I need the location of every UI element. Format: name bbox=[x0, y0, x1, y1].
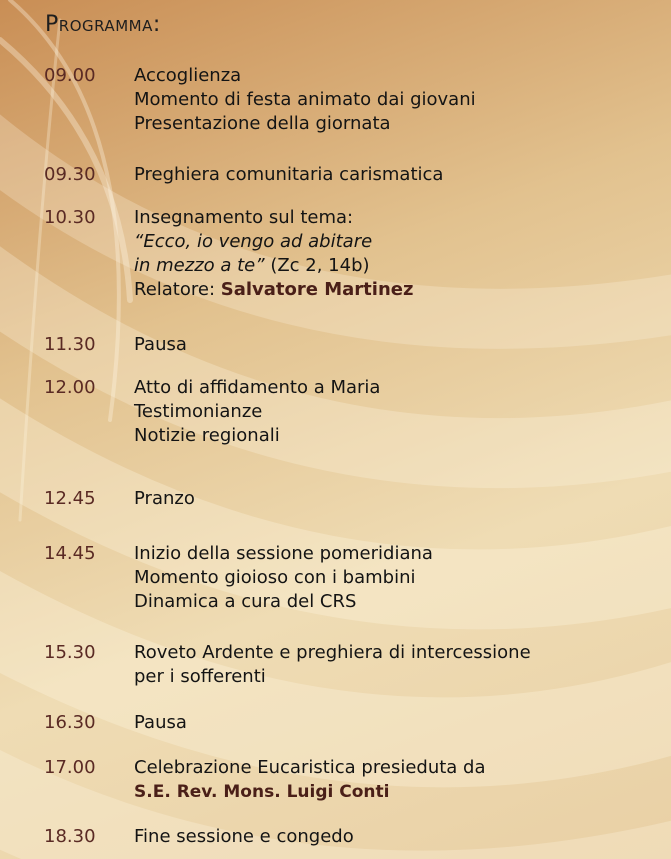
time-0900: 09.00 bbox=[44, 65, 96, 86]
time-1130: 11.30 bbox=[44, 334, 96, 355]
schedule-entry bbox=[134, 711, 654, 735]
time-1530: 15.30 bbox=[44, 642, 96, 663]
schedule-entry bbox=[134, 163, 654, 187]
entry-line bbox=[134, 278, 654, 302]
speaker-name: Salvatore Martinez bbox=[220, 279, 414, 300]
entry-line: Presentazione della giornata bbox=[134, 113, 391, 134]
entry-line: Atto di affidamento a Maria bbox=[134, 377, 381, 398]
entry-line bbox=[134, 254, 654, 278]
entry-line: Pranzo bbox=[134, 488, 195, 509]
celebrant-name: S.E. Rev. Mons. Luigi Conti bbox=[134, 782, 390, 802]
time-1200: 12.00 bbox=[44, 377, 96, 398]
time-1445: 14.45 bbox=[44, 543, 96, 564]
schedule-entry bbox=[134, 542, 654, 614]
program-heading: Programma: bbox=[45, 12, 161, 37]
speaker-label: Relatore: bbox=[134, 279, 221, 300]
schedule-entry bbox=[134, 333, 654, 357]
entry-line: Momento di festa animato dai giovani bbox=[134, 89, 476, 110]
schedule-entry bbox=[134, 64, 654, 136]
schedule-entry bbox=[134, 376, 654, 448]
entry-line: Testimonianze bbox=[134, 401, 263, 422]
schedule-entry bbox=[134, 487, 654, 511]
entry-line: Fine sessione e congedo bbox=[134, 826, 354, 847]
time-1030: 10.30 bbox=[44, 207, 96, 228]
entry-line: Inizio della sessione pomeridiana bbox=[134, 543, 433, 564]
schedule-entry bbox=[134, 641, 654, 689]
entry-line: Dinamica a cura del CRS bbox=[134, 591, 357, 612]
schedule-entry bbox=[134, 756, 654, 804]
bible-reference: (Zc 2, 14b) bbox=[264, 255, 370, 276]
entry-line: Celebrazione Eucaristica presieduta da bbox=[134, 757, 486, 778]
theme-quote: “Ecco, io vengo ad abitare bbox=[134, 231, 373, 252]
entry-line: Notizie regionali bbox=[134, 425, 280, 446]
theme-quote: in mezzo a te” bbox=[134, 255, 265, 276]
entry-line: Preghiera comunitaria carismatica bbox=[134, 164, 444, 185]
time-0930: 09.30 bbox=[44, 164, 96, 185]
time-1630: 16.30 bbox=[44, 712, 96, 733]
entry-line: Pausa bbox=[134, 712, 187, 733]
entry-line: Accoglienza bbox=[134, 65, 242, 86]
entry-line: Momento gioioso con i bambini bbox=[134, 567, 416, 588]
entry-line: Pausa bbox=[134, 334, 187, 355]
time-1830: 18.30 bbox=[44, 826, 96, 847]
schedule-entry bbox=[134, 206, 654, 302]
entry-line: Roveto Ardente e preghiera di intercessione bbox=[134, 642, 531, 663]
schedule-entry bbox=[134, 825, 654, 849]
entry-line: per i sofferenti bbox=[134, 666, 266, 687]
time-1245: 12.45 bbox=[44, 488, 96, 509]
entry-line: Insegnamento sul tema: bbox=[134, 207, 354, 228]
time-1700: 17.00 bbox=[44, 757, 96, 778]
